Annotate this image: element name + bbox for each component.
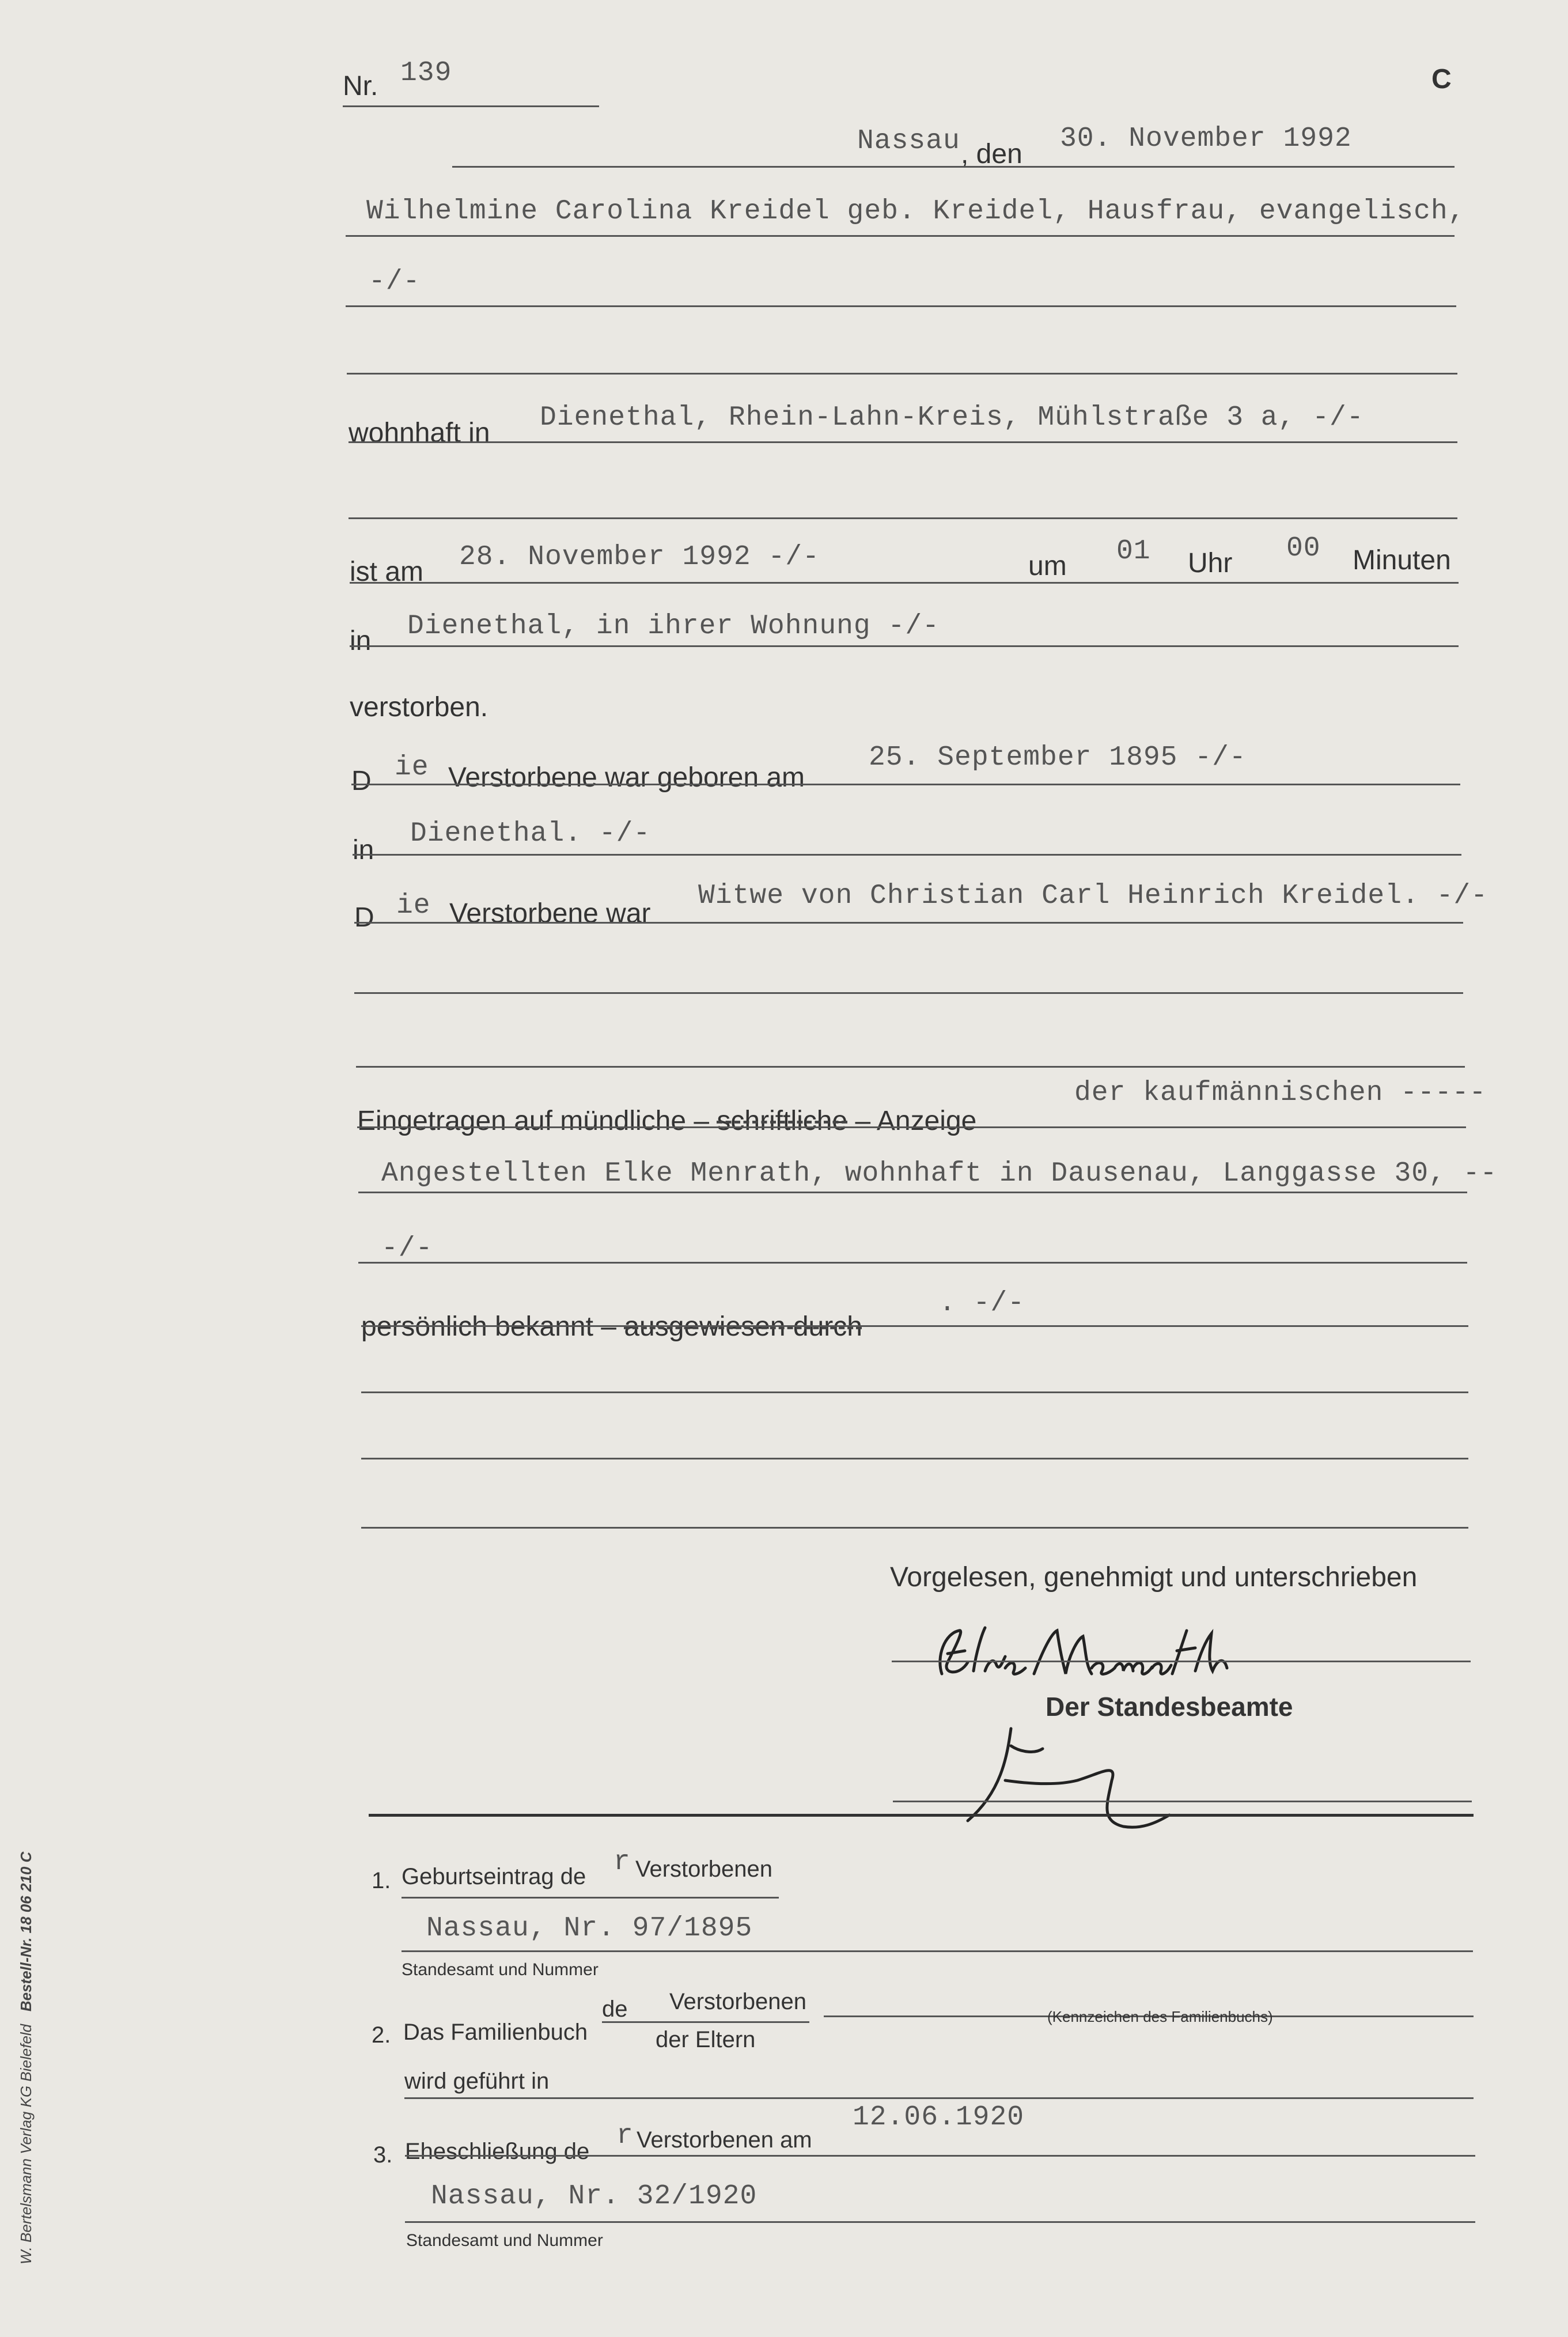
item1-value: Nassau, Nr. 97/1895	[426, 1913, 753, 1944]
rule-deceased-1	[346, 235, 1455, 237]
item3-label-a: Eheschließung de	[405, 2139, 590, 2164]
item2-label-2: wird geführt in	[404, 2068, 550, 2094]
death-date-label: ist am	[350, 557, 424, 587]
rule-birth-date	[351, 784, 1460, 785]
birth-date: 25. September 1895 -/-	[869, 742, 1247, 773]
publisher-name: W. Bertelsmann Verlag KG Bielefeld	[17, 2024, 35, 2264]
status-value: Witwe von Christian Carl Heinrich Kreidel. -/-	[698, 880, 1489, 912]
publisher-imprint	[17, 1852, 35, 2264]
rule-deceased-2	[346, 305, 1456, 307]
registration-value-1: der kaufmännischen -----	[1074, 1077, 1487, 1109]
death-date: 28. November 1992 -/-	[459, 542, 820, 573]
registration-label-struck: schriftliche	[717, 1106, 848, 1136]
item3-number: 3.	[373, 2142, 393, 2168]
nr-label: Nr.	[343, 71, 378, 101]
known-label-struck: ausgewiesen durch	[624, 1311, 862, 1342]
known-value: . -/-	[939, 1288, 1025, 1319]
registration-label	[357, 1105, 976, 1137]
rule-residence	[349, 441, 1457, 443]
item1-sup: r	[613, 1847, 631, 1878]
rule-status-2	[354, 992, 1463, 994]
rule-registrar-signature	[893, 1801, 1472, 1802]
footer-divider	[369, 1814, 1474, 1817]
rule-blank-2	[361, 1458, 1468, 1459]
item1-label-b: Verstorbenen	[635, 1856, 772, 1882]
death-place: Dienethal, in ihrer Wohnung -/-	[407, 611, 940, 642]
item2-option-parents: der Eltern	[656, 2027, 756, 2052]
rule-blank-1	[361, 1391, 1468, 1393]
item3-sub: Standesamt und Nummer	[406, 2231, 603, 2250]
date-rule	[452, 166, 1455, 168]
registration-label-a: Eingetragen auf mündliche –	[357, 1106, 717, 1136]
residence-label: wohnhaft in	[349, 418, 490, 448]
form-letter: C	[1431, 64, 1452, 94]
um-label: um	[1028, 551, 1067, 581]
verstorben-label: verstorben.	[350, 692, 488, 723]
rule-item3-date	[405, 2155, 1475, 2157]
rule-status	[354, 922, 1463, 924]
rule-item1-label	[402, 1897, 779, 1899]
item1-label-a: Geburtseintrag de	[402, 1864, 586, 1889]
den-label: , den	[961, 139, 1022, 169]
death-minutes: 00	[1286, 533, 1321, 564]
deceased-line2: -/-	[369, 266, 421, 297]
birth-place: Dienethal. -/-	[410, 818, 651, 849]
nr-rule	[343, 105, 599, 107]
item2-sub: (Kennzeichen des Familienbuchs)	[1047, 2008, 1273, 2025]
birth-label: Verstorbene war geboren am	[448, 762, 805, 793]
birth-in-label: in	[353, 835, 374, 865]
status-label: Verstorbene war	[449, 898, 651, 929]
registration-value-2: Angestellten Elke Menrath, wohnhaft in Dausenau, Langgasse 30, --	[381, 1158, 1498, 1189]
birth-d-label: D	[351, 766, 372, 796]
item3-value: Nassau, Nr. 32/1920	[431, 2181, 758, 2212]
registrar-signature	[956, 1706, 1244, 1838]
rule-status-3	[356, 1066, 1465, 1068]
rule-item2-location	[404, 2097, 1474, 2099]
informant-signature	[919, 1616, 1264, 1691]
item2-option-deceased: Verstorbenen	[669, 1989, 806, 2014]
registration-label-b: – Anzeige	[847, 1106, 977, 1136]
registration-value-3: -/-	[381, 1233, 433, 1264]
item1-number: 1.	[372, 1868, 391, 1893]
death-in-label: in	[350, 626, 372, 656]
rule-item2-options	[602, 2021, 809, 2023]
minuten-label: Minuten	[1353, 545, 1451, 576]
rule-death-date	[350, 582, 1459, 584]
entry-date: 30. November 1992	[1060, 123, 1352, 154]
status-ie: ie	[396, 890, 431, 921]
item2-label: Das Familienbuch	[403, 2020, 588, 2045]
status-d-label: D	[354, 902, 374, 933]
order-number: Bestell-Nr. 18 06 210 C	[17, 1851, 35, 2012]
known-label-a: persönlich bekannt –	[361, 1311, 624, 1342]
uhr-label: Uhr	[1188, 548, 1233, 578]
item3-label-b: Verstorbenen am	[637, 2127, 812, 2153]
item3-date: 12.06.1920	[853, 2102, 1025, 2133]
rule-deceased-3	[347, 373, 1457, 375]
rule-informant-signature	[892, 1661, 1471, 1662]
rule-death-place	[350, 645, 1459, 647]
rule-birth-place	[353, 854, 1461, 856]
rule-registration-2	[358, 1192, 1467, 1193]
rule-registration-1	[357, 1126, 1466, 1128]
item3-sup: r	[616, 2120, 634, 2151]
rule-blank-3	[361, 1527, 1468, 1529]
place-value: Nassau	[857, 126, 960, 157]
rule-known	[361, 1325, 1468, 1327]
rule-registration-3	[358, 1262, 1467, 1264]
residence-value: Dienethal, Rhein-Lahn-Kreis, Mühlstraße 3 a, -/-	[540, 402, 1364, 433]
rule-item1-value	[402, 1950, 1473, 1952]
nr-value: 139	[400, 58, 452, 89]
read-approved-label: Vorgelesen, genehmigt und unterschrieben	[890, 1562, 1418, 1593]
rule-residence-2	[349, 517, 1457, 519]
item2-number: 2.	[372, 2022, 391, 2048]
item2-de: de	[602, 1996, 628, 2022]
item1-sub: Standesamt und Nummer	[402, 1960, 599, 1979]
deceased-line1: Wilhelmine Carolina Kreidel geb. Kreidel, Hausfrau, evangelisch,	[366, 196, 1465, 227]
birth-ie: ie	[395, 752, 429, 783]
rule-item3-value	[405, 2221, 1475, 2223]
registrar-label: Der Standesbeamte	[1046, 1692, 1293, 1722]
death-hour: 01	[1116, 536, 1151, 567]
